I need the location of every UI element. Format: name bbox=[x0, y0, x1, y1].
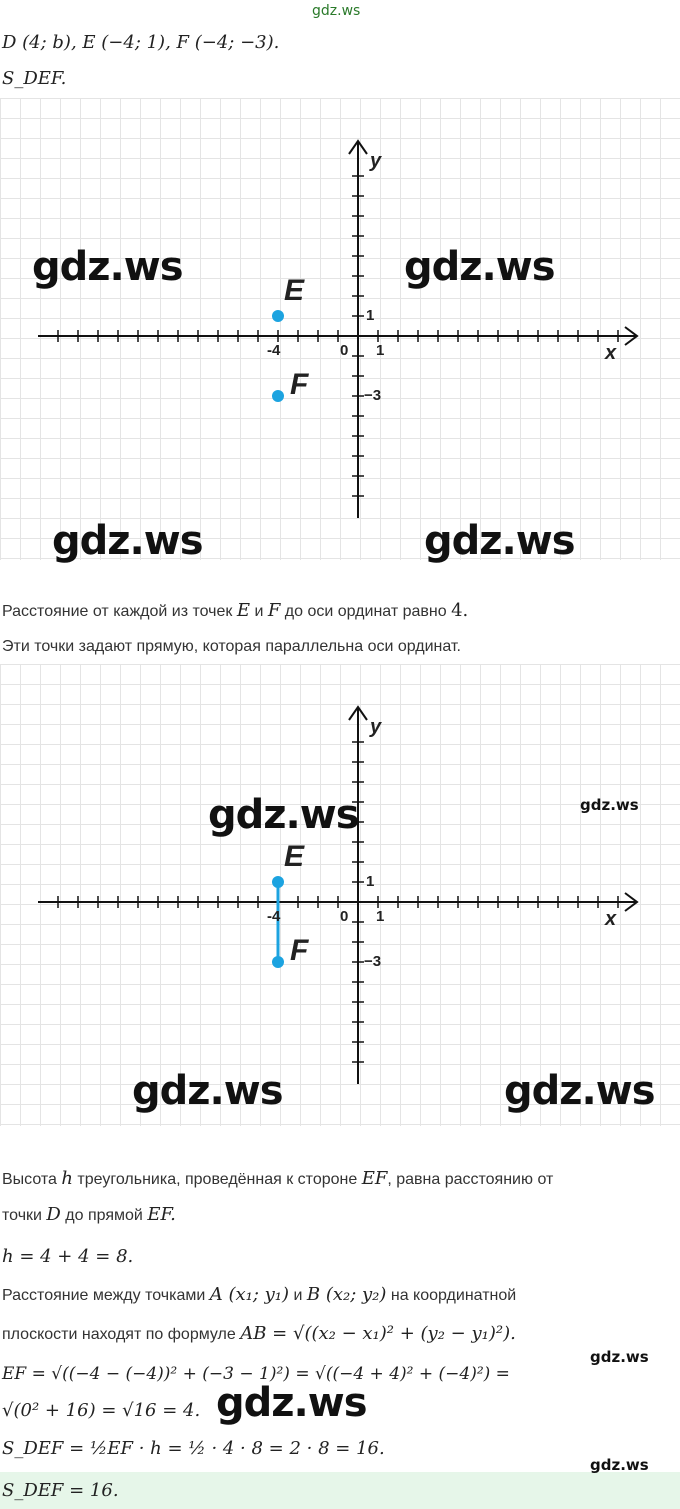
header-watermark: gdz.ws bbox=[312, 3, 361, 19]
watermark: gdz.ws bbox=[216, 1380, 367, 1426]
origin-label: 0 bbox=[340, 908, 349, 925]
tick-label-y-neg3: −3 bbox=[364, 953, 382, 970]
answer-box bbox=[0, 1472, 680, 1509]
height-equation: h = 4 + 4 = 8. bbox=[2, 1246, 134, 1267]
watermark: gdz.ws bbox=[404, 244, 555, 290]
y-axis-label: y bbox=[370, 150, 382, 172]
point-f-marker bbox=[272, 956, 284, 968]
origin-label: 0 bbox=[340, 342, 349, 359]
tick-label-y-1: 1 bbox=[366, 873, 375, 890]
text-height-line-2: точки D до прямой EF. bbox=[2, 1204, 176, 1225]
tick-label-x-neg4: -4 bbox=[267, 342, 281, 359]
watermark: gdz.ws bbox=[132, 1068, 283, 1114]
ef-calculation-1: EF = √((−4 − (−4))² + (−3 − 1)²) = √((−4 + 4)² + (−4)²) = bbox=[2, 1364, 510, 1384]
x-axis-label: x bbox=[605, 342, 617, 364]
answer-text: S_DEF = 16. bbox=[2, 1480, 119, 1501]
given-points: D (4; b), E (−4; 1), F (−4; −3). bbox=[2, 32, 280, 53]
y-axis-label: y bbox=[370, 716, 382, 738]
find-area: S_DEF. bbox=[2, 68, 67, 89]
watermark: gdz.ws bbox=[52, 518, 203, 564]
tick-label-y-1: 1 bbox=[366, 307, 375, 324]
tick-label-y-neg3: −3 bbox=[364, 387, 382, 404]
point-e-marker bbox=[272, 876, 284, 888]
x-axis-label: x bbox=[605, 908, 617, 930]
tick-label-x-1: 1 bbox=[376, 342, 385, 359]
watermark: gdz.ws bbox=[590, 1456, 649, 1474]
point-e-label: E bbox=[284, 840, 305, 873]
graph-2 bbox=[0, 664, 680, 1126]
text-parallel-line: Эти точки задают прямую, которая параллельна оси ординат. bbox=[2, 638, 461, 655]
watermark: gdz.ws bbox=[590, 1348, 649, 1366]
tick-label-x-neg4: -4 bbox=[267, 908, 281, 925]
watermark: gdz.ws bbox=[32, 244, 183, 290]
watermark: gdz.ws bbox=[580, 796, 639, 814]
ef-calculation-2: √(0² + 16) = √16 = 4. bbox=[2, 1400, 201, 1421]
tick-label-x-1: 1 bbox=[376, 908, 385, 925]
text-distance-line: Расстояние от каждой из точек E и F до оси ординат равно 4. bbox=[2, 600, 469, 621]
area-calculation: S_DEF = ½EF · h = ½ · 4 · 8 = 2 · 8 = 16. bbox=[2, 1438, 385, 1459]
text-height-line-1: Высота h треугольника, проведённая к стороне EF, равна расстоянию от bbox=[2, 1168, 554, 1189]
watermark: gdz.ws bbox=[504, 1068, 655, 1114]
watermark: gdz.ws bbox=[424, 518, 575, 564]
point-e-marker bbox=[272, 310, 284, 322]
watermark: gdz.ws bbox=[208, 792, 359, 838]
point-f-label: F bbox=[290, 368, 309, 401]
text-distance-formula-2: плоскости находят по формуле AB = √((x₂ − x₁)² + (y₂ − y₁)²). bbox=[2, 1323, 516, 1344]
point-f-label: F bbox=[290, 934, 309, 967]
text-distance-formula-1: Расстояние между точками A (x₁; y₁) и B (x₂; y₂) на координатной bbox=[2, 1284, 517, 1305]
point-e-label: E bbox=[284, 274, 305, 307]
point-f-marker bbox=[272, 390, 284, 402]
graph-1 bbox=[0, 98, 680, 564]
